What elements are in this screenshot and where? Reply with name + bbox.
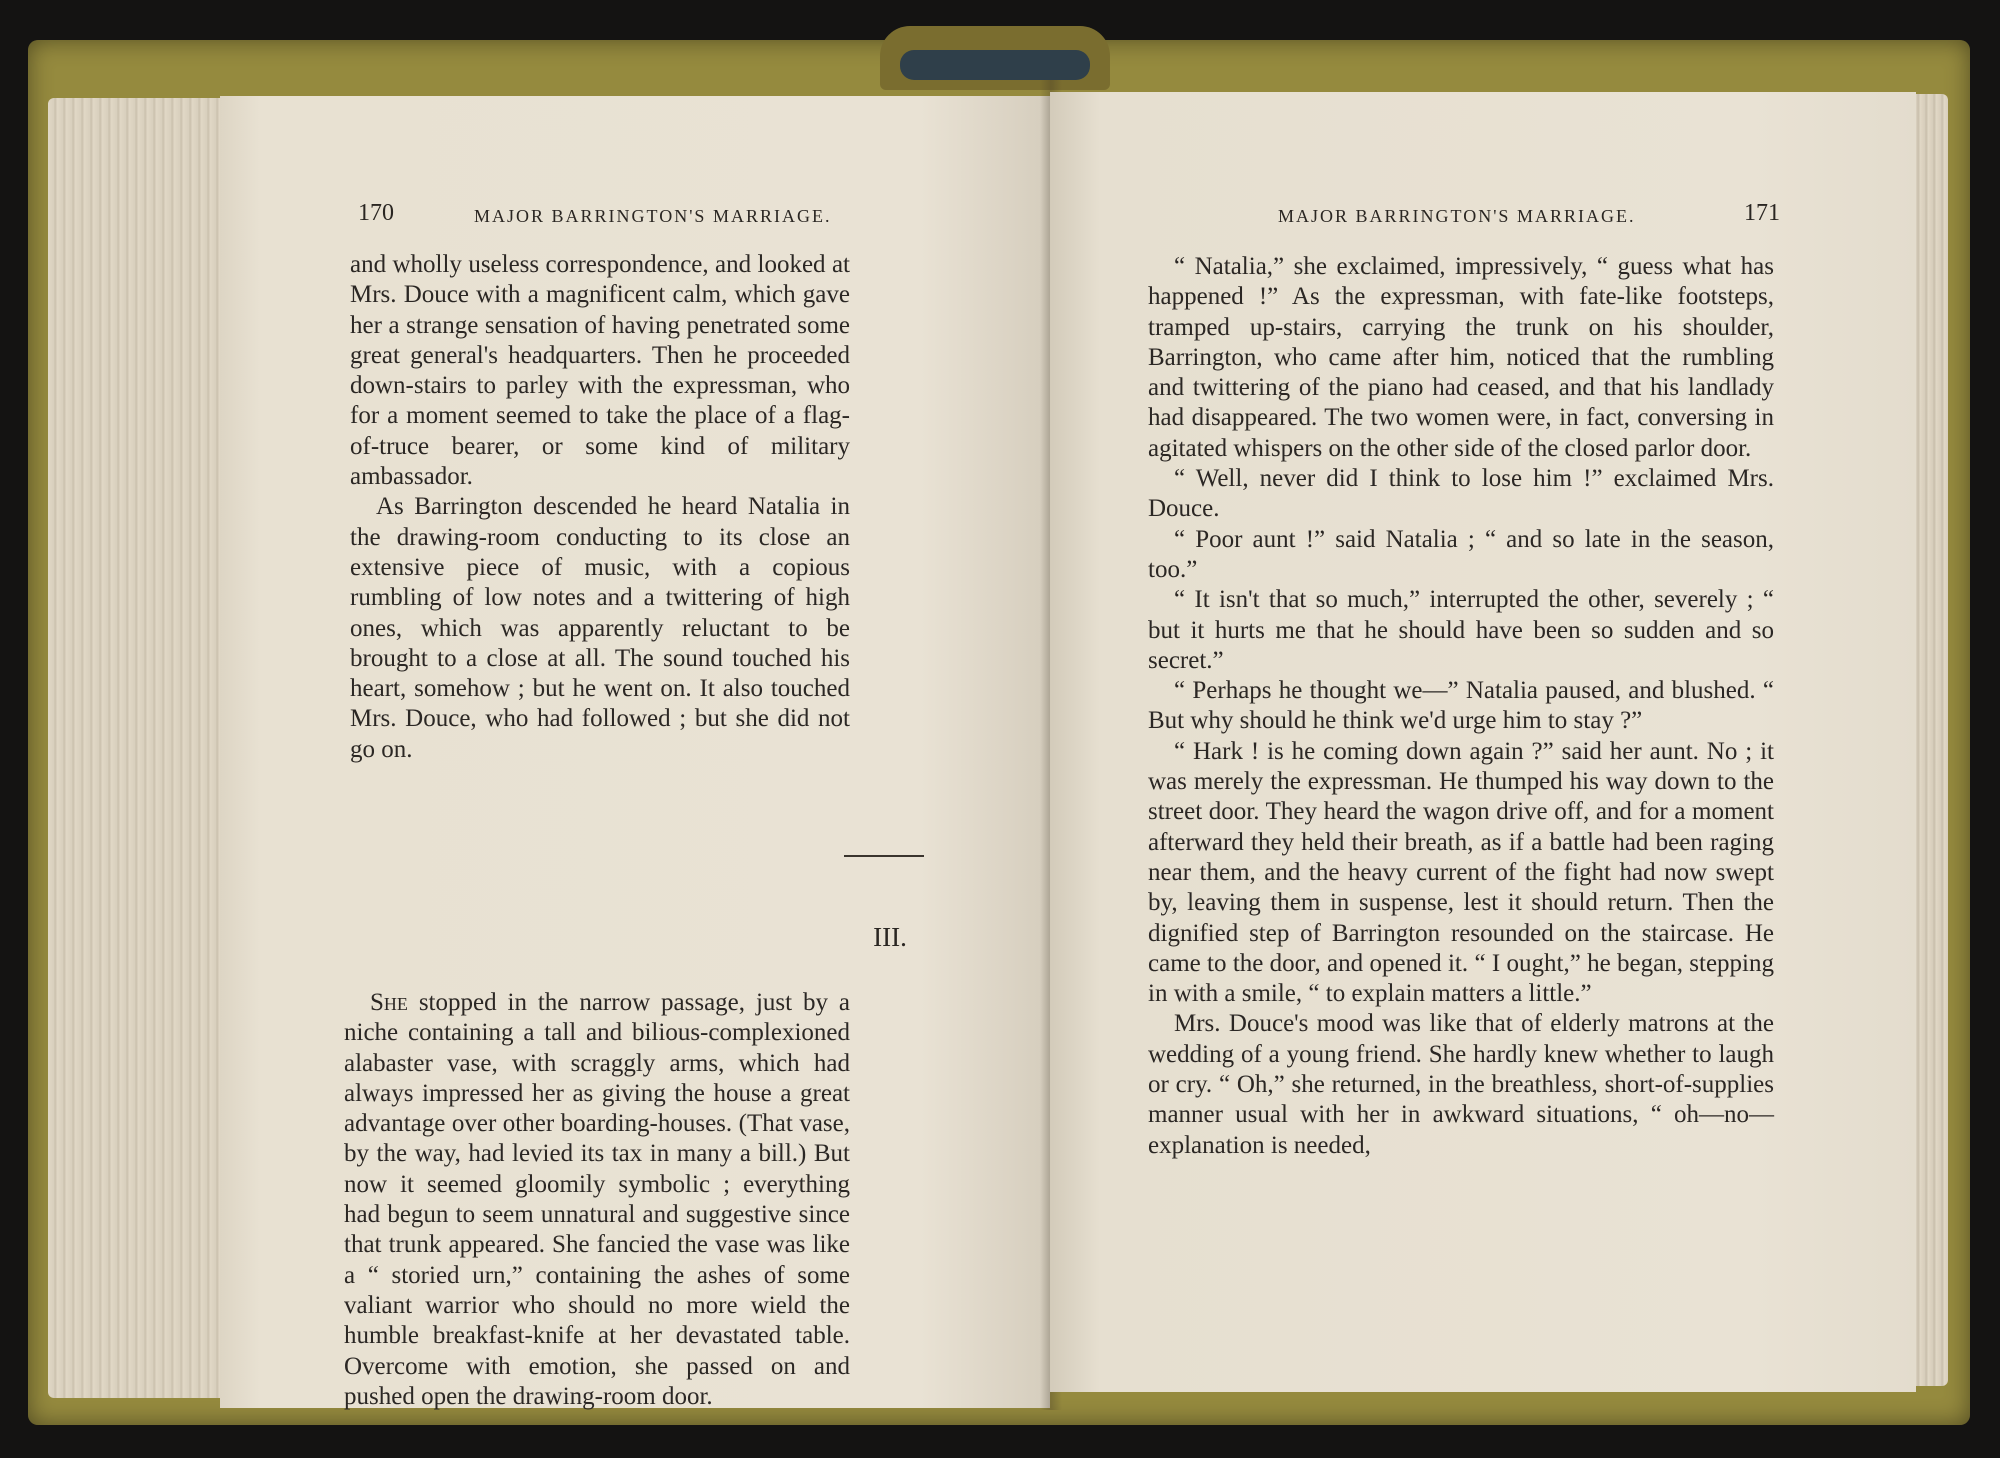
right-paragraph-3: “ Poor aunt !” said Natalia ; “ and so late in the season, too.” xyxy=(1148,525,1774,583)
chapter-heading: III. xyxy=(873,922,907,952)
left-page-number: 170 xyxy=(358,200,394,226)
chapter-paragraph-body: stopped in the narrow passage, just by a niche containing a tall and bilious-complexioned alabaster vase, with scraggly arms, which had always impressed her as giving the house a great advantage over other boarding-houses. (That vase, by the way, had levied its tax in many a bill.) But now it seemed gloomily symbolic ; everything had begun to seem unnatural and suggestive since that trunk appeared. She fancied the vase was like a “ storied urn,” containing the ashes of some valiant warrior who should no more wield the humble breakfast-knife at her devastated table. Overcome with emotion, she passed on and pushed open the drawing-room door. xyxy=(344,989,850,1410)
chapter-first-word: She xyxy=(370,989,408,1016)
left-page xyxy=(220,96,1050,1408)
right-paragraph-7: Mrs. Douce's mood was like that of elderly matrons at the wedding of a young friend. She hardly knew whether to laugh or cry. “ Oh,” she returned, in the breathless, short-of-supplies manner usual with her in awkward situations, “ oh—no—explanation is needed, xyxy=(1148,1010,1774,1159)
right-paragraph-4: “ It isn't that so much,” interrupted the other, severely ; “ but it hurts me that he should have been so sudden and so secret.” xyxy=(1148,586,1774,674)
right-paragraph-6: “ Hark ! is he coming down again ?” said her aunt. No ; it was merely the expressman. He thumped his way down to the street door. They heard the wagon drive off, and for a moment afterward they held their breath, as if a battle had been raging near them, and the heavy current of the fight had now swept by, leaving them in suspense, lest it should return. Then the dignified step of Barrington resounded on the staircase. He came to the door, and opened it. “ I ought,” he began, stepping in with a smile, “ to explain matters a little.” xyxy=(1148,737,1774,1008)
chapter-paragraph xyxy=(344,988,850,1412)
book-headband xyxy=(880,26,1110,90)
left-text-top xyxy=(350,250,850,765)
right-page-edges xyxy=(1912,94,1948,1386)
right-text xyxy=(1148,252,1774,1161)
left-paragraph-2: As Barrington descended he heard Natalia in the drawing-room conducting to its close an extensive piece of music, with a copious rumbling of low notes and a twittering of high ones, which was apparently reluctant to be brought to a close at all. The sound touched his heart, somehow ; but he went on. It also touched Mrs. Douce, who had followed ; but she did not go on. xyxy=(350,493,850,763)
left-page-edges xyxy=(48,98,223,1398)
right-page-number: 171 xyxy=(1744,200,1780,226)
left-paragraph-1: and wholly useless correspondence, and looked at Mrs. Douce with a magnificent calm, which gave her a strange sensation of having penetrated some great general's headquarters. Then he proceeded down-stairs to parley with the expressman, who for a moment seemed to take the place of a flag-of-truce bearer, or some kind of military ambassador. xyxy=(350,251,850,491)
right-paragraph-2: “ Well, never did I think to lose him !” exclaimed Mrs. Douce. xyxy=(1148,465,1774,523)
section-rule xyxy=(844,855,924,857)
left-text-chapter xyxy=(344,988,850,1412)
headband-binding xyxy=(900,50,1090,80)
right-paragraph-1: “ Natalia,” she exclaimed, impressively, “ guess what has happened !” As the expressman, with fate-like footsteps, tramped up-stairs, carrying the trunk on his shoulder, Barrington, who came after him, noticed that the rumbling and twittering of the piano had ceased, and that his landlady had disappeared. The two women were, in fact, conversing in agitated whispers on the other side of the closed parlor door. xyxy=(1148,253,1774,462)
left-running-head: MAJOR BARRINGTON'S MARRIAGE. xyxy=(474,206,832,226)
right-paragraph-5: “ Perhaps he thought we—” Natalia paused, and blushed. “ But why should he think we'd urge him to stay ?” xyxy=(1148,677,1774,735)
right-page xyxy=(1050,92,1916,1392)
right-running-head: MAJOR BARRINGTON'S MARRIAGE. xyxy=(1278,206,1636,226)
